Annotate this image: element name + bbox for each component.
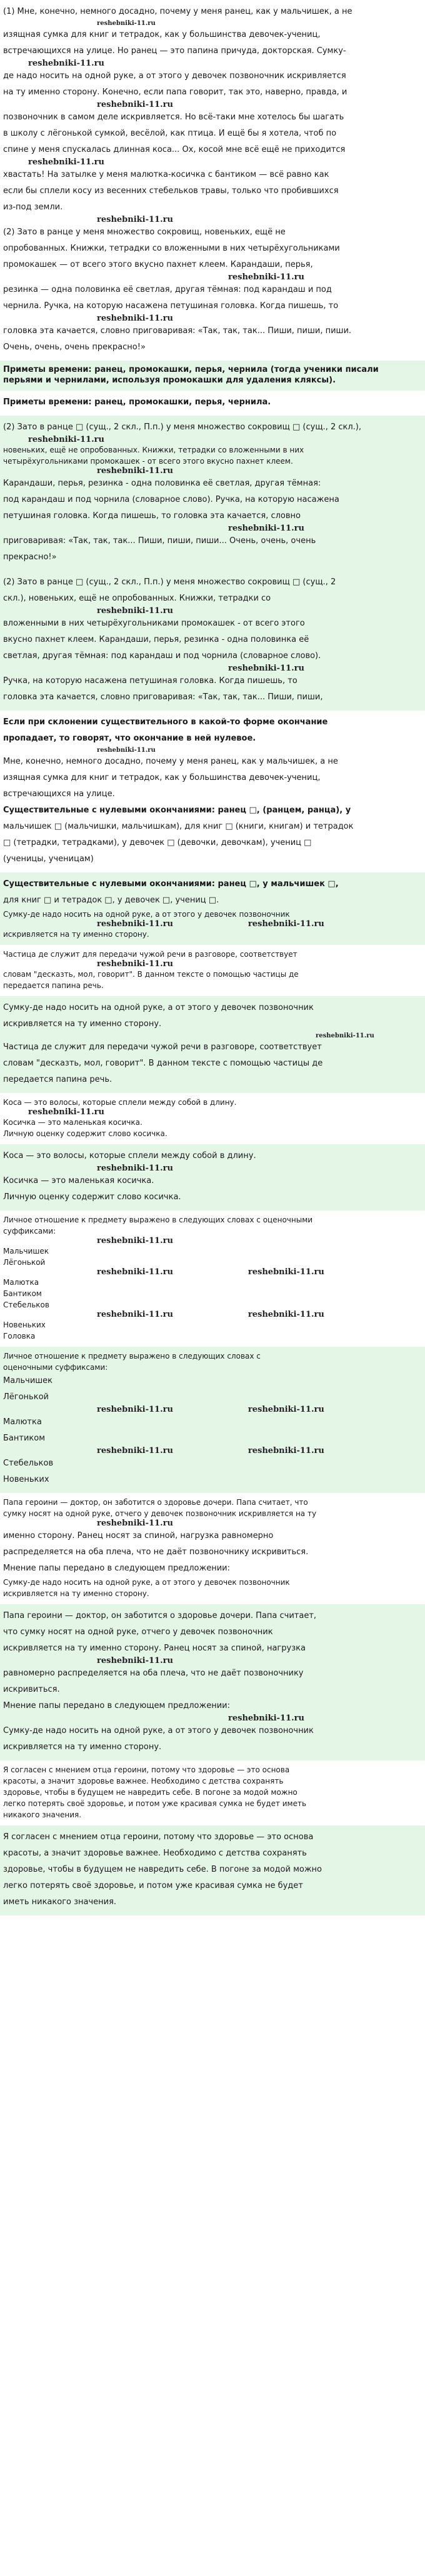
- text-block-s1: [0, 0, 425, 361]
- watermark: reshebniki-11.ru: [97, 1236, 173, 1246]
- text-line: Бантиком: [3, 1289, 42, 1298]
- watermark: reshebniki-11.ru: [228, 1714, 304, 1723]
- text-line: суффиксами:: [3, 1227, 56, 1236]
- watermark: reshebniki-11.ru: [316, 1032, 374, 1039]
- text-line: легко потерять своё здоровье, и потом уже красивая сумка не будет иметь: [3, 1799, 307, 1808]
- text-line: оценочными суффиксами:: [3, 1363, 108, 1372]
- text-line: Коса — это волосы, которые сплели между собой в длину.: [3, 1151, 256, 1161]
- text-block-s11: [0, 1144, 425, 1211]
- text-block-s16: [0, 1760, 425, 1825]
- text-line: искривляется на ту именно сторону.: [3, 1019, 162, 1029]
- text-line: Сумку-де надо носить на одной руке, а от этого у девочек позвоночник: [3, 1578, 290, 1587]
- watermark: reshebniki-11.ru: [97, 100, 173, 109]
- watermark: reshebniki-11.ru: [97, 1405, 173, 1414]
- text-block-s12: [0, 1211, 425, 1347]
- watermark-row: [3, 1447, 422, 1455]
- text-line: изящная сумка для книг и тетрадок, как у большинства девочек-учениц,: [3, 30, 321, 39]
- text-line: позвоночник в самом деле искривляется. Но всё-таки мне хотелось бы шагать: [3, 112, 344, 122]
- text-block-s2: [0, 361, 425, 391]
- watermark: reshebniki-11.ru: [97, 959, 173, 969]
- text-line: Сумку-де надо носить на одной руке, а от этого у девочек позвоночник: [3, 1003, 314, 1012]
- text-line: легко потерять своё здоровье, и потом уже красивая сумка не будет: [3, 1881, 303, 1890]
- text-line: передается папина речь.: [3, 1075, 112, 1084]
- text-line: красоты, а значит здоровье важнее. Необходимо с детства сохранять: [3, 1849, 307, 1858]
- text-line: Стебельков: [3, 1300, 49, 1309]
- text-line: распределяется на оба плеча, что не даёт позвоночнику искривиться.: [3, 1547, 309, 1557]
- text-line: пропадает, то говорят, что окончание в ней нулевое.: [3, 734, 256, 743]
- text-line: Мнение папы передано в следующем предложении:: [3, 1701, 230, 1710]
- text-line: изящная сумка для книг и тетрадок, как у большинства девочек-учениц,: [3, 773, 321, 782]
- text-line: спине у меня спускалась длинная коса... Ох, косой мне всё ещё не приходится: [3, 145, 346, 154]
- text-line: Существительные с нулевыми окончаниями: ранец □, у мальчишек □,: [3, 879, 339, 889]
- text-line: из-под земли.: [3, 202, 63, 212]
- text-line: Косичка — это маленькая косичка.: [3, 1176, 154, 1186]
- text-line: Мальчишек: [3, 1376, 53, 1385]
- text-line: Личную оценку содержит слово косичка.: [3, 1192, 181, 1202]
- text-line: (ученицы, ученицам): [3, 854, 94, 864]
- text-line: искривляется на ту именно сторону. Ранец носят за спиной, нагрузка: [3, 1644, 306, 1653]
- text-block-s9: [0, 996, 425, 1093]
- text-line: искривиться.: [3, 1685, 60, 1694]
- text-line: на ту именно сторону. Конечно, если папа говорит, так это, наверно, правда, и: [3, 87, 348, 97]
- watermark: reshebniki-11.ru: [97, 1519, 173, 1528]
- watermark: reshebniki-11.ru: [248, 1267, 324, 1277]
- text-line: Новеньких: [3, 1320, 46, 1329]
- text-line: чернила. Ручка, на которую насажена петушиная головка. Когда пишешь, то: [3, 301, 339, 311]
- watermark-row: [3, 1310, 422, 1319]
- watermark: reshebniki-11.ru: [97, 1656, 173, 1665]
- watermark: reshebniki-11.ru: [228, 664, 304, 673]
- text-line: светлая, другая тёмная: под карандаш и под чорнила (словарное слово).: [3, 651, 321, 661]
- text-line: искривляется на ту именно сторону.: [3, 930, 149, 939]
- text-block-s15: [0, 1604, 425, 1760]
- text-line: вложенными в них четырёхугольниками промокашек - от всего этого: [3, 619, 305, 628]
- watermark: reshebniki-11.ru: [228, 524, 304, 533]
- text-line: если бы сплели косу из весенних стебельков травы, только что пробившихся: [3, 186, 339, 196]
- text-line: Личную оценку содержит слово косичка.: [3, 1129, 168, 1138]
- text-block-s13: [0, 1347, 425, 1493]
- text-line: Личное отношение к предмету выражено в следующих словах с: [3, 1352, 261, 1360]
- text-line: встречающихся на улице. Но ранец — это папина причуда, докторская. Сумку-: [3, 46, 346, 56]
- text-line: опробованных. Книжки, тетрадки со вложенными в них четырёхугольниками: [3, 244, 340, 253]
- text-line: равномерно распределяется на оба плеча, что не даёт позвоночнику: [3, 1669, 304, 1678]
- text-line: вкусно пахнет клеем. Карандаши, перья, резинка - одна половинка её: [3, 635, 309, 644]
- text-line: искривляется на ту именно сторону.: [3, 1742, 162, 1752]
- text-line: Коса — это волосы, которые сплели между собой в длину.: [3, 1098, 237, 1107]
- watermark: reshebniki-11.ru: [97, 314, 173, 323]
- text-line: резинка — одна половинка её светлая, другая тёмная: под карандаш и под: [3, 285, 332, 294]
- text-line: Головка: [3, 1332, 36, 1340]
- watermark: reshebniki-11.ru: [28, 157, 104, 167]
- text-line: здоровье, чтобы в будущем не навредить себе. В погоне за модой можно: [3, 1865, 322, 1874]
- text-line: промокашек — от всего этого вкусно пахнет клеем. Карандаши, перья,: [3, 260, 313, 269]
- text-line: перьями и чернилами, используя промокашки для удаления кляксы).: [3, 376, 336, 385]
- text-line: Очень, очень, очень прекрасно!»: [3, 342, 146, 352]
- text-line: (2) Зато в ранце у меня множество сокровищ, новеньких, ещё не: [3, 227, 286, 237]
- text-line: никакого значения.: [3, 1810, 82, 1819]
- text-line: де надо носить на одной руке, а от этого у девочек позвоночник искривляется: [3, 71, 346, 81]
- text-line: скл.), новеньких, ещё не опробованных. Книжки, тетрадки со: [3, 594, 271, 603]
- text-line: головка эта качается, словно приговаривая: «Так, так, так... Пиши, пиши,: [3, 692, 323, 702]
- watermark-row: [3, 1268, 422, 1277]
- text-line: Бантиком: [3, 1434, 46, 1443]
- text-line: красоты, а значит здоровье важнее. Необходимо с детства сохранять: [3, 1777, 284, 1785]
- text-line: новеньких, ещё не опробованных. Книжки, тетрадки со вложенными в них: [3, 446, 304, 454]
- text-line: Приметы времени: ранец, промокашки, перья, чернила.: [3, 397, 271, 407]
- watermark: reshebniki-11.ru: [97, 1164, 173, 1173]
- text-line: Мне, конечно, немного досадно, почему у меня ранец, как у мальчишек, а не: [3, 757, 338, 766]
- text-block-s17: [0, 1825, 425, 1915]
- text-line: Личное отношение к предмету выражено в следующих словах с оценочными: [3, 1216, 313, 1224]
- watermark-row: [3, 1405, 422, 1414]
- watermark: reshebniki-11.ru: [28, 435, 104, 444]
- watermark: reshebniki-11.ru: [97, 1446, 173, 1455]
- text-line: что сумку носят на одной руке, отчего у девочек позвоночник: [3, 1627, 273, 1637]
- text-line: словам "десказть, мол, говорит". В данном тексте с помощью частицы де: [3, 1059, 323, 1068]
- text-line: Сумку-де надо носить на одной руке, а от этого у девочек позвоночник: [3, 1726, 314, 1735]
- text-block-s10: [0, 1093, 425, 1144]
- text-line: Мнение папы передано в следующем предложении:: [3, 1564, 230, 1573]
- watermark: reshebniki-11.ru: [97, 919, 173, 929]
- text-line: иметь никакого значения.: [3, 1897, 117, 1907]
- watermark: reshebniki-11.ru: [28, 59, 104, 68]
- text-block-s5: [0, 571, 425, 711]
- watermark: reshebniki-11.ru: [248, 1310, 324, 1319]
- text-line: Частица де служит для передачи чужой речи в разговоре, соответствует: [3, 1042, 322, 1052]
- text-line: искривляется на ту именно сторону.: [3, 1589, 149, 1598]
- text-line: (1) Мне, конечно, немного досадно, почему у меня ранец, как у мальчишек, а не: [3, 7, 352, 16]
- text-line: Стебельков: [3, 1459, 54, 1468]
- text-line: хвастать! На затылке у меня малютка-косичка с бантиком — всё равно как: [3, 170, 329, 179]
- text-line: Карандаши, перья, резинка - одна половинка её светлая, другая тёмная:: [3, 479, 321, 488]
- text-line: приговаривая: «Так, так, так... Пиши, пиши, пиши... Очень, очень, очень: [3, 536, 316, 546]
- text-line: □ (тетрадки, тетрадками), у девочек □ (девочки, девочкам), учениц □: [3, 838, 312, 847]
- text-block-s8: [0, 945, 425, 996]
- watermark: reshebniki-11.ru: [97, 20, 156, 27]
- text-line: Малютка: [3, 1278, 39, 1287]
- watermark: reshebniki-11.ru: [97, 1310, 173, 1319]
- watermark: reshebniki-11.ru: [97, 466, 173, 476]
- text-block-s14: [0, 1493, 425, 1604]
- text-line: здоровье, чтобы в будущем не навредить себе. В погоне за модой можно: [3, 1788, 298, 1797]
- text-line: Мальчишек: [3, 1247, 49, 1256]
- text-line: Лёгонькой: [3, 1258, 46, 1267]
- text-line: под карандаш и под чорнила (словарное слово). Ручка, на которую насажена: [3, 495, 339, 504]
- text-line: четырёхугольниками промокашек - от всего этого вкусно пахнет клеем.: [3, 457, 293, 466]
- text-line: мальчишек □ (мальчишки, мальчишкам), для книг □ (книги, книгам) и тетрадок: [3, 822, 354, 831]
- text-line: Если при склонении существительного в какой-то форме окончание: [3, 717, 328, 727]
- text-line: именно сторону. Ранец носят за спиной, нагрузка равномерно: [3, 1531, 274, 1540]
- watermark: reshebniki-11.ru: [228, 272, 304, 282]
- text-block-s7: [0, 872, 425, 945]
- watermark: reshebniki-11.ru: [97, 215, 173, 224]
- text-line: словам "десказть, мол, говорит". В данном тексте о помощью частицы де: [3, 970, 299, 979]
- text-line: Папа героини — доктор, он заботится о здоровье дочери. Папа считает, что: [3, 1498, 308, 1507]
- text-line: Существительные с нулевыми окончаниями: ранец □, (ранцем, ранца), у: [3, 806, 351, 815]
- watermark: reshebniki-11.ru: [97, 606, 173, 616]
- text-line: Малютка: [3, 1417, 42, 1427]
- text-line: Ручка, на которую насажена петушиная головка. Когда пишешь, то: [3, 676, 298, 686]
- text-line: (2) Зато в ранце □ (сущ., 2 скл., П.п.) у меня множество сокровищ □ (сущ., 2: [3, 577, 336, 587]
- text-line: сумку носят на одной руке, отчего у девочек позвоночник искривляется на ту: [3, 1509, 317, 1518]
- text-line: Я согласен с мнением отца героини, потому что здоровье — это основа: [3, 1832, 314, 1842]
- text-block-s6: [0, 711, 425, 872]
- text-line: Частица де служит для передачи чужой речи в разговоре, соответствует: [3, 950, 298, 959]
- text-line: встречающихся на улице.: [3, 789, 115, 799]
- text-line: в школу с лёгонькой сумкой, весёлой, как птица. И ещё бы я хотела, чтоб по: [3, 129, 337, 138]
- watermark: reshebniki-11.ru: [28, 1107, 104, 1117]
- text-line: Новеньких: [3, 1475, 49, 1484]
- text-line: Папа героини — доктор, он заботится о здоровье дочери. Папа считает,: [3, 1611, 317, 1620]
- watermark: reshebniki-11.ru: [248, 1405, 324, 1414]
- text-line: головка эта качается, словно приговаривая: «Так, так, так... Пиши, пиши, пиши.: [3, 326, 352, 336]
- text-line: (2) Зато в ранце □ (сущ., 2 скл., П.п.) у меня множество сокровищ □ (сущ., 2 скл.),: [3, 422, 362, 432]
- text-block-s4: [0, 416, 425, 571]
- text-line: для книг □ и тетрадок □, у девочек □, учениц □.: [3, 896, 219, 905]
- watermark: reshebniki-11.ru: [97, 1267, 173, 1277]
- text-line: Сумку-де надо носить на одной руке, а от этого у девочек позвоночник: [3, 910, 290, 919]
- watermark-row: [3, 920, 422, 929]
- text-line: Я согласен с мнением отца героини, потому что здоровье — это основа: [3, 1765, 290, 1774]
- text-line: передается папина речь.: [3, 981, 104, 990]
- text-line: прекрасно!»: [3, 552, 57, 562]
- text-line: Косичка — это маленькая косичка.: [3, 1118, 142, 1127]
- watermark: reshebniki-11.ru: [97, 747, 156, 754]
- text-line: петушиная головка. Когда пишешь, то головка эта качается, словно: [3, 511, 301, 521]
- watermark: reshebniki-11.ru: [248, 919, 324, 929]
- watermark: reshebniki-11.ru: [248, 1446, 324, 1455]
- text-line: Приметы времени: ранец, промокашки, перья, чернила (тогда ученики писали: [3, 365, 379, 374]
- text-line: Лёгонькой: [3, 1392, 49, 1402]
- text-block-s3: [0, 391, 425, 416]
